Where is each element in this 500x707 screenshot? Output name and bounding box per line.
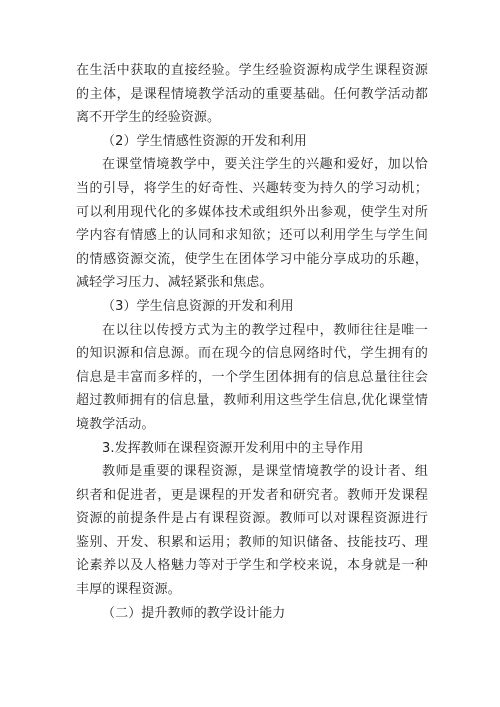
heading-information-resources: （3）学生信息资源的开发和利用 (102, 298, 294, 314)
heading-emotional-resources: （2）学生情感性资源的开发和利用 (102, 133, 307, 149)
document-body (76, 59, 428, 625)
heading-teacher-role: 3.发挥教师在课程资源开发利用中的主导作用 (102, 440, 364, 456)
paragraph-emotional-resources: 在课堂情境教学中，要关注学生的兴趣和爱好，加以恰当的引导，将学生的好奇性、兴趣转变为持久的学习动机；可以利用现代化的多媒体技术或组织外出参观，使学生对所学内容有情感上的认同和求知欲；还可以利用学生与学生间的情感资源交流，使学生在团体学习中能分享成功的乐趣，减轻学习压力、减轻紧张和焦虑。 (76, 157, 428, 291)
paragraph-information-resources: 在以往以传授方式为主的教学过程中，教师往往是唯一的知识源和信息源。而在现今的信息网络时代，学生拥有的信息是丰富而多样的，一个学生团体拥有的信息总量往往会超过教师拥有的信息量，教师利用这些学生信息,优化课堂情境教学活动。 (76, 322, 428, 432)
paragraph-teacher-role: 教师是重要的课程资源，是课堂情境教学的设计者、组织者和促进者，更是课程的开发者和研究者。教师开发课程资源的前提条件是占有课程资源。教师可以对课程资源进行鉴别、开发、积累和运用；教师的知识储备、技能技巧、理论素养以及人格魅力等对于学生和学校来说，本身就是一种丰厚的课程资源。 (76, 464, 428, 598)
heading-teaching-design: （二）提升教师的教学设计能力 (102, 605, 286, 621)
paragraph-student-experience: 在生活中获取的直接经验。学生经验资源构成学生课程资源的主体，是课程情境教学活动的重要基础。任何教学活动都离不开学生的经验资源。 (76, 63, 428, 126)
